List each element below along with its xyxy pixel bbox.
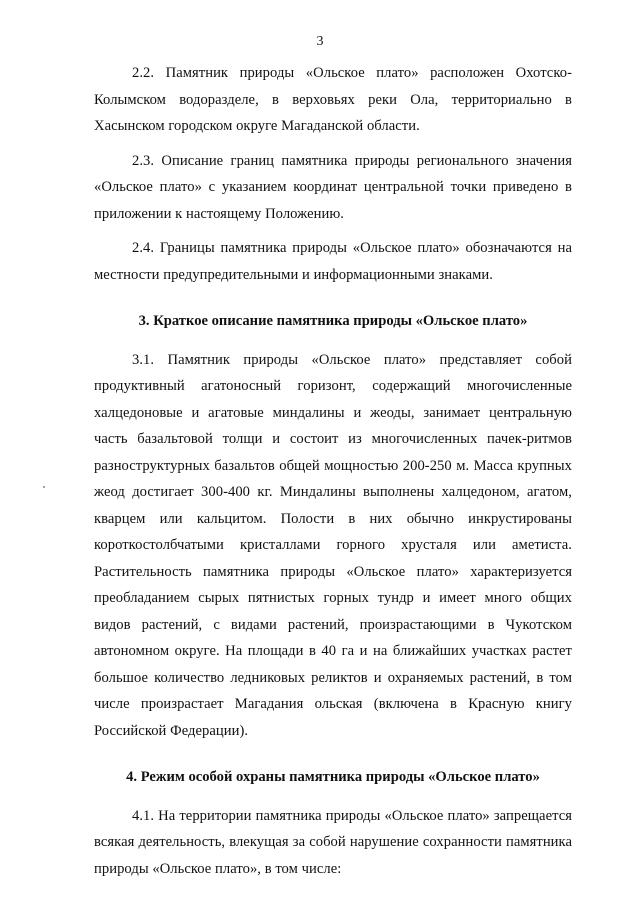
paragraph-2-4: 2.4. Границы памятника природы «Ольское плато» обозначаются на местности предупредительными и информационными знаками. bbox=[94, 240, 572, 283]
section-3-heading: 3. Краткое описание памятника природы «Ольское плато» bbox=[138, 313, 528, 329]
paragraph-4-1: 4.1. На территории памятника природы «Ольское плато» запрещается всякая деятельность, влекущая за собой нарушение сохранности памятника природы «Ольское плато», в том числе: bbox=[94, 807, 572, 877]
document-body bbox=[94, 60, 572, 882]
page-number: 3 bbox=[316, 34, 324, 49]
margin-mark bbox=[43, 486, 45, 488]
section-4-heading: 4. Режим особой охраны памятника природы «Ольское плато» bbox=[126, 769, 540, 785]
paragraph-3-1: 3.1. Памятник природы «Ольское плато» представляет собой продуктивный агатоносный горизонт, содержащий многочисленные халцедоновые и агатовые миндалины и жеоды, занимает центральную часть базальтовой толщи и состоит из многочисленных пачек-ритмов разноструктурных базальтов общей мощностью 200-250 м. Масса крупных жеод достигает 300-400 кг. Миндалины выполнены халцедоном, агатом, кварцем или кальцитом. Полости в них обычно инкрустированы короткостолбчатыми кристаллами горного хрусталя или аметиста. Растительность памятника природы «Ольское плато» характеризуется преобладанием сырых пятнистых горных тундр и имеет много общих видов растений, с видами растений, произрастающими в Чукотском автономном округе. На площади в 40 га и на ближайших участках растет большое количество ледниковых реликтов и охраняемых растений, в том числе произрастает Магадания ольская (включена в Красную книгу Российской Федерации). bbox=[94, 351, 572, 739]
paragraph-2-2: 2.2. Памятник природы «Ольское плато» расположен Охотско-Колымском водоразделе, в верховьях реки Ола, территориально в Хасынском городском округе Магаданской области. bbox=[94, 65, 572, 134]
paragraph-2-3: 2.3. Описание границ памятника природы регионального значения «Ольское плато» с указанием координат центральной точки приведено в приложении к настоящему Положению. bbox=[94, 152, 572, 222]
